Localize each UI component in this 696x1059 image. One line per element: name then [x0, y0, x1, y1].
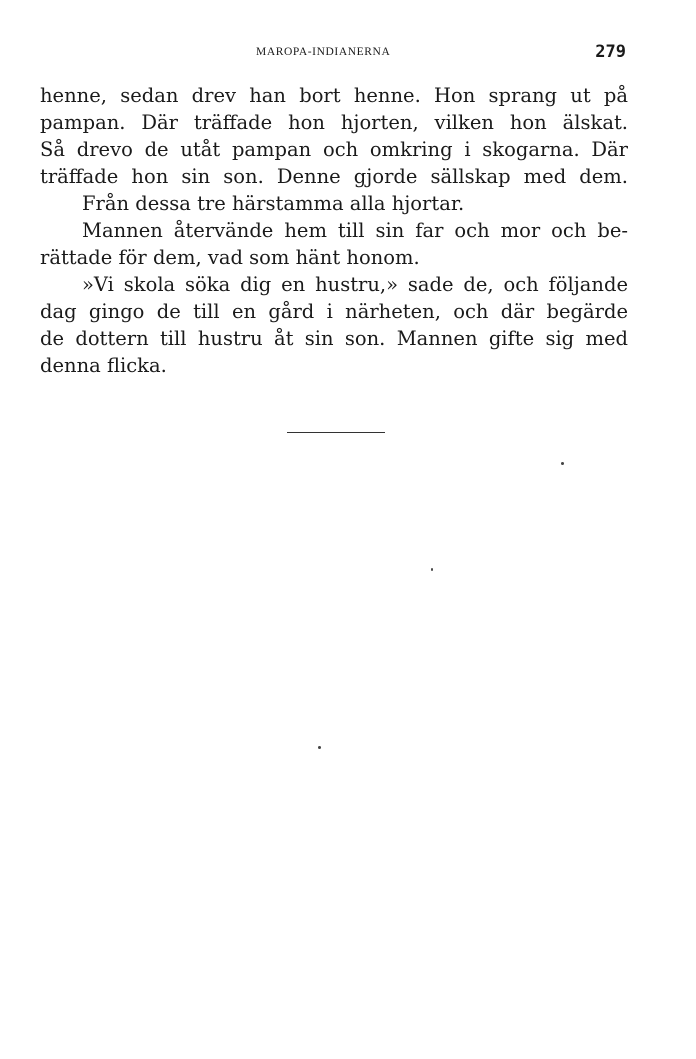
- text-line: Så drevo de utåt pampan och omkring i skogarna. Där: [40, 138, 628, 161]
- running-head: [0, 42, 696, 66]
- text-line: denna flicka.: [40, 354, 167, 377]
- text-line: de dottern till hustru åt sin son. Mannen gifte sig med: [40, 327, 628, 350]
- paper-speck: [431, 568, 433, 571]
- text-line: henne, sedan drev han bort henne. Hon sprang ut på: [40, 84, 628, 107]
- text-line: Från dessa tre härstamma alla hjortar.: [82, 192, 465, 215]
- running-title: MAROPA-INDIANERNA: [256, 46, 391, 58]
- paper-speck: [561, 462, 564, 465]
- text-line: träffade hon sin son. Denne gjorde sällskap med dem.: [40, 165, 628, 188]
- section-end-rule: [287, 432, 385, 433]
- page-number: 279: [595, 42, 626, 62]
- text-line: dag gingo de till en gård i närheten, och där begärde: [40, 300, 628, 323]
- text-line: Mannen återvände hem till sin far och mor och be-: [82, 219, 628, 242]
- body-text: [40, 82, 628, 379]
- paper-speck: [318, 746, 321, 749]
- text-line: »Vi skola söka dig en hustru,» sade de, och följande: [82, 273, 628, 296]
- text-line: rättade för dem, vad som hänt honom.: [40, 246, 420, 269]
- text-line: pampan. Där träffade hon hjorten, vilken hon älskat.: [40, 111, 628, 134]
